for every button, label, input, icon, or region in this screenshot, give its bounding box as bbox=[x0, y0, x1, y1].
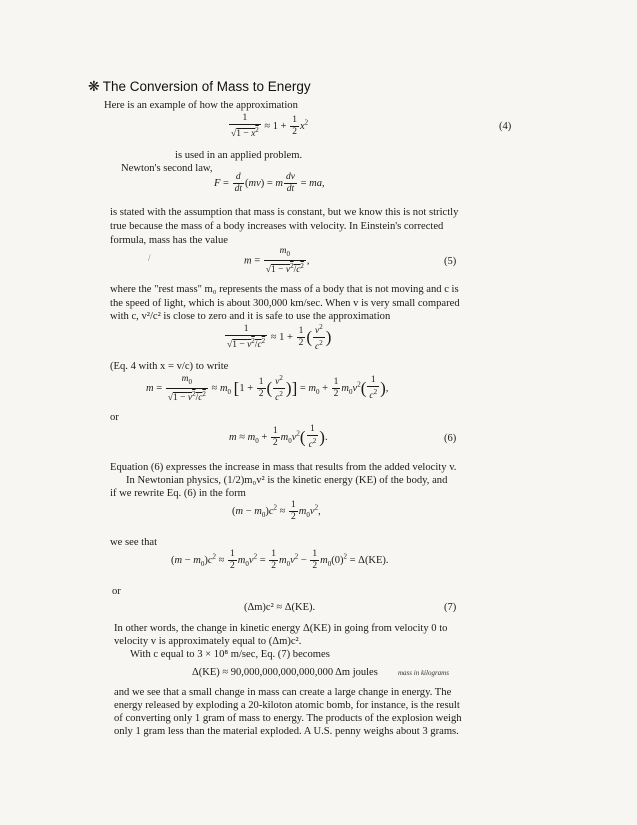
ke-equation: $(m - m_0)c^2$ ≈ $\frac{1}{2}$ $m_0v^2$ = $\frac{1}{2}$ $m_0v^2$ − $\frac{1}{2}$ $m_0(0)^2 = \Delta(KE)$. bbox=[171, 549, 389, 571]
or-label-2: or bbox=[112, 586, 121, 597]
para-ke-line-2: velocity v is approximately equal to (Δm)c². bbox=[114, 636, 302, 647]
para-rest-line-3: with c, v²/c² is close to zero and it is safe to use the approximation bbox=[110, 311, 391, 322]
para-mass-line-1: is stated with the assumption that mass is constant, but we know this is not strictly bbox=[110, 207, 459, 218]
para-bomb-line-1: and we see that a small change in mass can create a large change in energy. The bbox=[114, 687, 452, 698]
equation-4-number: (4) bbox=[499, 121, 512, 132]
para-ke-line-1: In other words, the change in kinetic energy Δ(KE) in going from velocity 0 to bbox=[114, 623, 448, 634]
equation-6-number: (6) bbox=[444, 433, 457, 444]
handwritten-note: mass in kilograms bbox=[398, 669, 449, 677]
para-rest-line-1: where the "rest mass" m₀ represents the mass of a body that is not moving and c is bbox=[110, 284, 459, 295]
para-eq6-line-3: if we rewrite Eq. (6) in the form bbox=[110, 488, 246, 499]
equation-7-number: (7) bbox=[444, 602, 457, 613]
asterisk-star-icon: ❋ bbox=[88, 78, 100, 94]
para-ke-line-3: With c equal to 3 × 10⁸ m/sec, Eq. (7) becomes bbox=[130, 649, 330, 660]
section-title bbox=[88, 78, 311, 95]
para-bomb-line-2: energy released by exploding a 20-kiloton atomic bomb, for instance, is the result bbox=[114, 700, 460, 711]
equation-6: $m \approx m_0$ + $\frac{1}{2}$ $m_0v^2$( $\frac{1}{c^2}$ ). bbox=[229, 424, 328, 451]
para-mass-line-3: formula, mass has the value bbox=[110, 235, 228, 246]
rewrite-equation: $(m - m_0)c^2$ ≈ $\frac{1}{2}$ $m_0v^2$, bbox=[232, 500, 321, 522]
para-eq6-line-2: In Newtonian physics, (1/2)m₀v² is the kinetic energy (KE) of the body, and bbox=[126, 475, 448, 486]
section-title-text: The Conversion of Mass to Energy bbox=[102, 79, 311, 94]
newton-equation: F = $\frac{d}{dt}$ (mv) = m $\frac{dv}{dt}$ = ma, bbox=[214, 172, 325, 194]
approx-equation: $\frac{1}{√1 - v^2/c^2}$ ≈ 1 + $\frac{1}{2}$ ( $\frac{v^2}{c^2}$ ) bbox=[227, 323, 332, 353]
para-eq6-line-1: Equation (6) expresses the increase in mass that results from the added velocity v. bbox=[110, 462, 457, 473]
para-eq4-with: (Eq. 4 with x = v/c) to write bbox=[110, 361, 229, 372]
para-used: is used in an applied problem. bbox=[175, 150, 303, 161]
equation-7: (Δm)c² ≈ Δ(KE). bbox=[244, 602, 316, 613]
equation-5: m = $\frac{m_0}{√1 - v^2/c^2}$ , bbox=[244, 246, 310, 276]
we-see-label: we see that bbox=[110, 537, 158, 548]
expansion-equation: m = $\frac{m_0}{√1 - v^2/c^2}$ ≈ $m_0$ [1 + $\frac{1}{2}$ ( $\frac{v^2}{c^2}$ )] = $m_0$ + $\frac{1}{2}$ $m_0v^2$( $\frac{1}{c^2}$ ), bbox=[146, 373, 389, 404]
para-mass-line-2: true because the mass of a body increases with velocity. In Einstein's corrected bbox=[110, 221, 444, 232]
or-label-1: or bbox=[110, 412, 119, 423]
para-intro: Here is an example of how the approximation bbox=[104, 100, 298, 111]
margin-mark: / bbox=[148, 253, 151, 263]
equation-4: $\frac{1}{√1 - x^2}$ ≈ 1 + $\frac{1}{2}$ $x^2$ bbox=[231, 113, 309, 140]
energy-equation: Δ(KE) ≈ 90,000,000,000,000,000 Δm joules bbox=[192, 667, 378, 678]
para-rest-line-2: the speed of light, which is about 300,000 km/sec. When v is very small compared bbox=[110, 298, 460, 309]
para-newton: Newton's second law, bbox=[121, 163, 213, 174]
equation-5-number: (5) bbox=[444, 256, 457, 267]
para-bomb-line-3: of converting only 1 gram of mass to energy. The products of the explosion weigh bbox=[114, 713, 462, 724]
para-bomb-line-4: only 1 gram less than the material exploded. A U.S. penny weighs about 3 grams. bbox=[114, 726, 459, 737]
